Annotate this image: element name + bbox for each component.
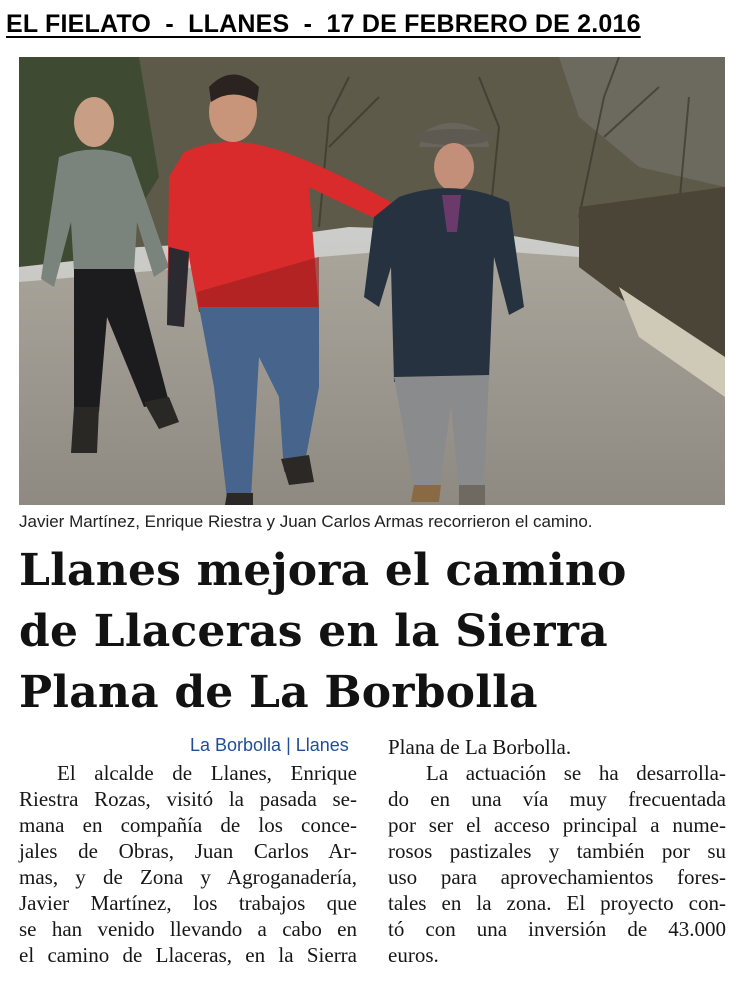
text-line: Riestra Rozas, visitó la pasada se- xyxy=(19,787,357,811)
text-line: Plana de La Borbolla. xyxy=(388,735,572,759)
text-line: jales de Obras, Juan Carlos Ar- xyxy=(19,839,357,863)
text-line: mas, y de Zona y Agroganadería, xyxy=(19,865,357,889)
text-line: por ser el acceso principal a nume- xyxy=(388,813,726,837)
text-line: Javier Martínez, los trabajos que xyxy=(19,891,357,915)
headline-line: Llanes mejora el camino xyxy=(19,545,627,596)
text-line: tó con una inversión de 43.000 xyxy=(388,917,726,941)
article-column-right xyxy=(388,734,726,968)
headline-line: de Llaceras en la Sierra xyxy=(19,606,608,657)
news-photo xyxy=(19,57,725,505)
header-text: EL FIELATO - LLANES - 17 DE FEBRERO DE 2.016 xyxy=(6,10,641,38)
text-line: uso para aprovechamientos fores- xyxy=(388,865,726,889)
headline-line: Plana de La Borbolla xyxy=(19,667,538,718)
text-line: do en una vía muy frecuentada xyxy=(388,787,726,811)
photo-caption: Javier Martínez, Enrique Riestra y Juan Carlos Armas recorrieron el camino. xyxy=(19,512,593,531)
article-location: La Borbolla | Llanes xyxy=(190,735,349,755)
text-line: El alcalde de Llanes, Enrique xyxy=(57,761,357,785)
page-header xyxy=(6,6,740,46)
article-headline xyxy=(19,540,739,723)
text-line: mana en compañía de los conce- xyxy=(19,813,357,837)
text-line: se han venido llevando a cabo en xyxy=(19,917,357,941)
text-line: La actuación se ha desarrolla- xyxy=(426,761,726,785)
text-line: rosos pastizales y también por su xyxy=(388,839,726,863)
photo-illustration xyxy=(19,57,725,505)
text-line: euros. xyxy=(388,943,439,967)
text-line: el camino de Llaceras, en la Sierra xyxy=(19,943,357,967)
article-column-left xyxy=(19,734,357,968)
text-line: tales en la zona. El proyecto con- xyxy=(388,891,726,915)
